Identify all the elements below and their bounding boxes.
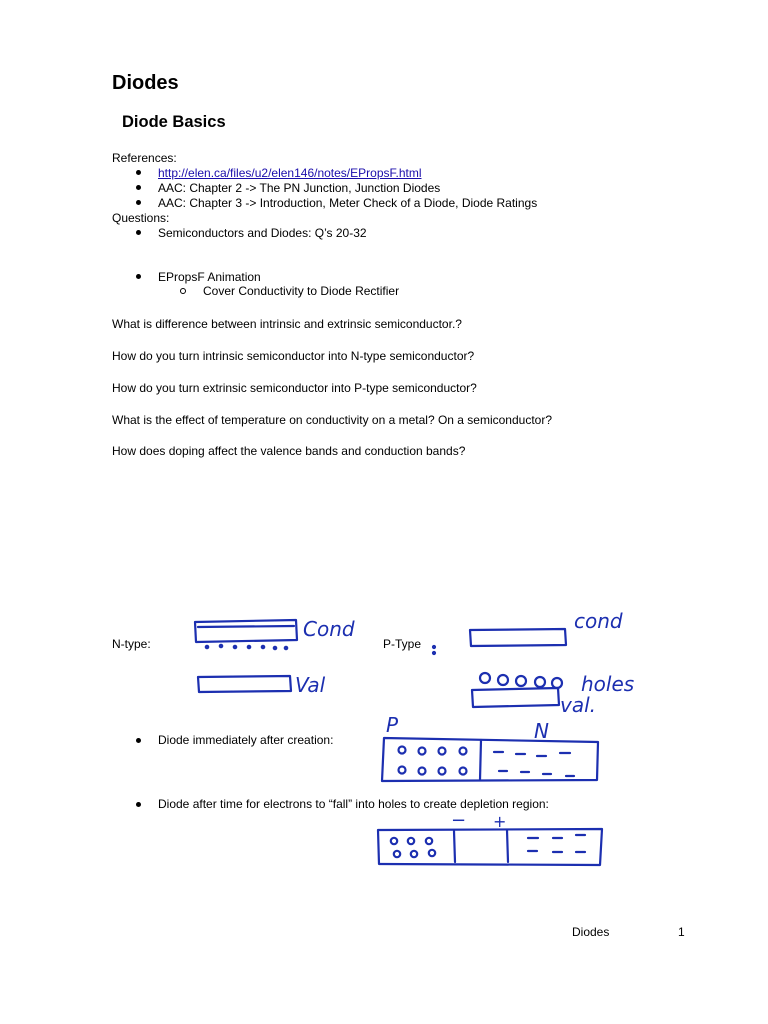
n-label: N xyxy=(534,719,549,743)
prompt: How do you turn extrinsic semiconductor into P-type semiconductor? xyxy=(112,381,477,395)
prompt: How does doping affect the valence bands and conduction bands? xyxy=(112,444,466,458)
depletion-right-edge xyxy=(507,830,508,862)
page-title: Diodes xyxy=(112,72,179,94)
ntype-electrons xyxy=(206,645,287,649)
ntype-conduction-band xyxy=(195,620,297,642)
prompt: How do you turn intrinsic semiconductor into N-type semiconductor? xyxy=(112,349,475,363)
minus-sign: − xyxy=(451,810,467,831)
p-label: P xyxy=(386,713,399,737)
ptype-holes xyxy=(480,673,562,688)
reference-item: AAC: Chapter 2 -> The PN Junction, Junction Diodes xyxy=(158,181,441,195)
questions-label: Questions: xyxy=(112,211,170,225)
diode-depletion-box xyxy=(378,829,602,865)
holes-annotation: holes xyxy=(581,672,635,696)
depletion-left-edge xyxy=(454,831,455,862)
cond-annotation: Cond xyxy=(303,617,355,641)
reference-item: AAC: Chapter 3 -> Introduction, Meter Check of a Diode, Diode Ratings xyxy=(158,196,538,210)
creation-electrons xyxy=(494,752,574,776)
dot xyxy=(433,646,435,648)
val-annotation-p: val. xyxy=(560,693,597,717)
footer-label: Diodes xyxy=(572,925,610,939)
depletion-electrons xyxy=(528,835,585,852)
question-item: Semiconductors and Diodes: Q’s 20-32 xyxy=(158,226,367,240)
val-annotation: Val xyxy=(295,673,326,697)
diode-note: Diode immediately after creation: xyxy=(158,733,334,747)
page-number: 1 xyxy=(678,925,685,939)
section-title: Diode Basics xyxy=(122,113,226,131)
dot xyxy=(433,652,435,654)
diode-note: Diode after time for electrons to “fall” into holes to create depletion region: xyxy=(158,797,549,811)
plus-sign: + xyxy=(493,812,507,831)
depletion-holes xyxy=(391,838,435,857)
references-label: References: xyxy=(112,151,177,165)
ntype-valence-band xyxy=(198,676,291,692)
ptype-conduction-band xyxy=(470,629,566,646)
animation-subitem: Cover Conductivity to Diode Rectifier xyxy=(203,284,400,298)
creation-holes xyxy=(399,747,467,775)
prompt: What is the effect of temperature on conductivity on a metal? On a semiconductor? xyxy=(112,413,553,427)
reference-link[interactable]: http://elen.ca/files/u2/elen146/notes/EPropsF.html xyxy=(158,166,422,180)
prompt: What is difference between intrinsic and extrinsic semiconductor.? xyxy=(112,317,462,331)
ntype-band-line xyxy=(198,626,294,627)
animation-item: EPropsF Animation xyxy=(158,270,261,284)
ptype-valence-band xyxy=(472,688,559,707)
ntype-label: N-type: xyxy=(112,637,151,651)
diode-creation-box xyxy=(382,738,598,781)
ptype-label: P-Type xyxy=(383,637,422,651)
junction-line xyxy=(480,740,481,780)
cond-annotation-p: cond xyxy=(574,609,623,633)
